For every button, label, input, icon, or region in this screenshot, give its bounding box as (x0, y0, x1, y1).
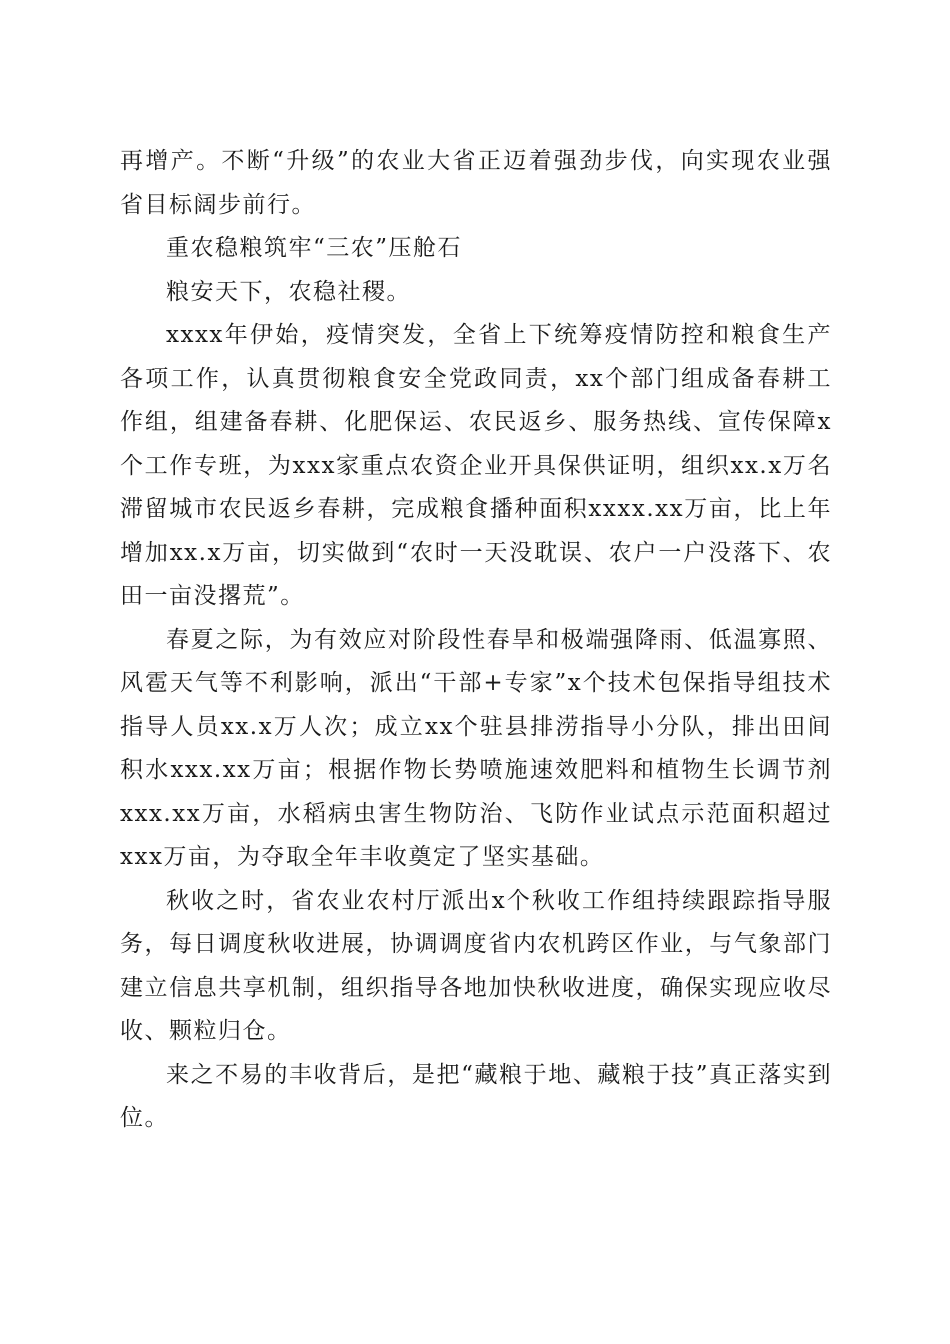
paragraph: 来之不易的丰收背后，是把“藏粮于地、藏粮于技”真正落实到位。 (120, 1061, 832, 1131)
paragraph: 春夏之际，为有效应对阶段性春旱和极端强降雨、低温寡照、风雹天气等不利影响，派出“干部+专家”x个技术包保指导组技术指导人员xx.x万人次；成立xx个驻县排涝指导小分队，排出田间积水xxx.xx万亩；根据作物长势喷施速效肥料和植物生长调节剂xxx.xx万亩，水稻病虫害生物防治、飞防作业试点示范面积超过xxx万亩，为夺取全年丰收奠定了坚实基础。 (120, 626, 832, 870)
paragraph-continuation: 再增产。不断“升级”的农业大省正迈着强劲步伐，向实现农业强省目标阔步前行。 (120, 148, 832, 218)
paragraph: 秋收之时，省农业农村厅派出x个秋收工作组持续跟踪指导服务，每日调度秋收进展，协调调度省内农机跨区作业，与气象部门建立信息共享机制，组织指导各地加快秋收进度，确保实现应收尽收、颗粒归仓。 (120, 887, 832, 1044)
document-body (120, 140, 832, 1141)
section-heading: 重农稳粮筑牢“三农”压舱石 (166, 235, 463, 261)
paragraph: xxxx年伊始，疫情突发，全省上下统筹疫情防控和粮食生产各项工作，认真贯彻粮食安全党政同责，xx个部门组成备春耕工作组，组建备春耕、化肥保运、农民返乡、服务热线、宣传保障x个工作专班，为xxx家重点农资企业开具保供证明，组织xx.x万名滞留城市农民返乡春耕，完成粮食播种面积xxxx.xx万亩，比上年增加xx.x万亩，切实做到“农时一天没耽误、农户一户没落下、农田一亩没撂荒”。 (120, 322, 832, 609)
paragraph: 粮安天下，农稳社稷。 (166, 278, 411, 305)
